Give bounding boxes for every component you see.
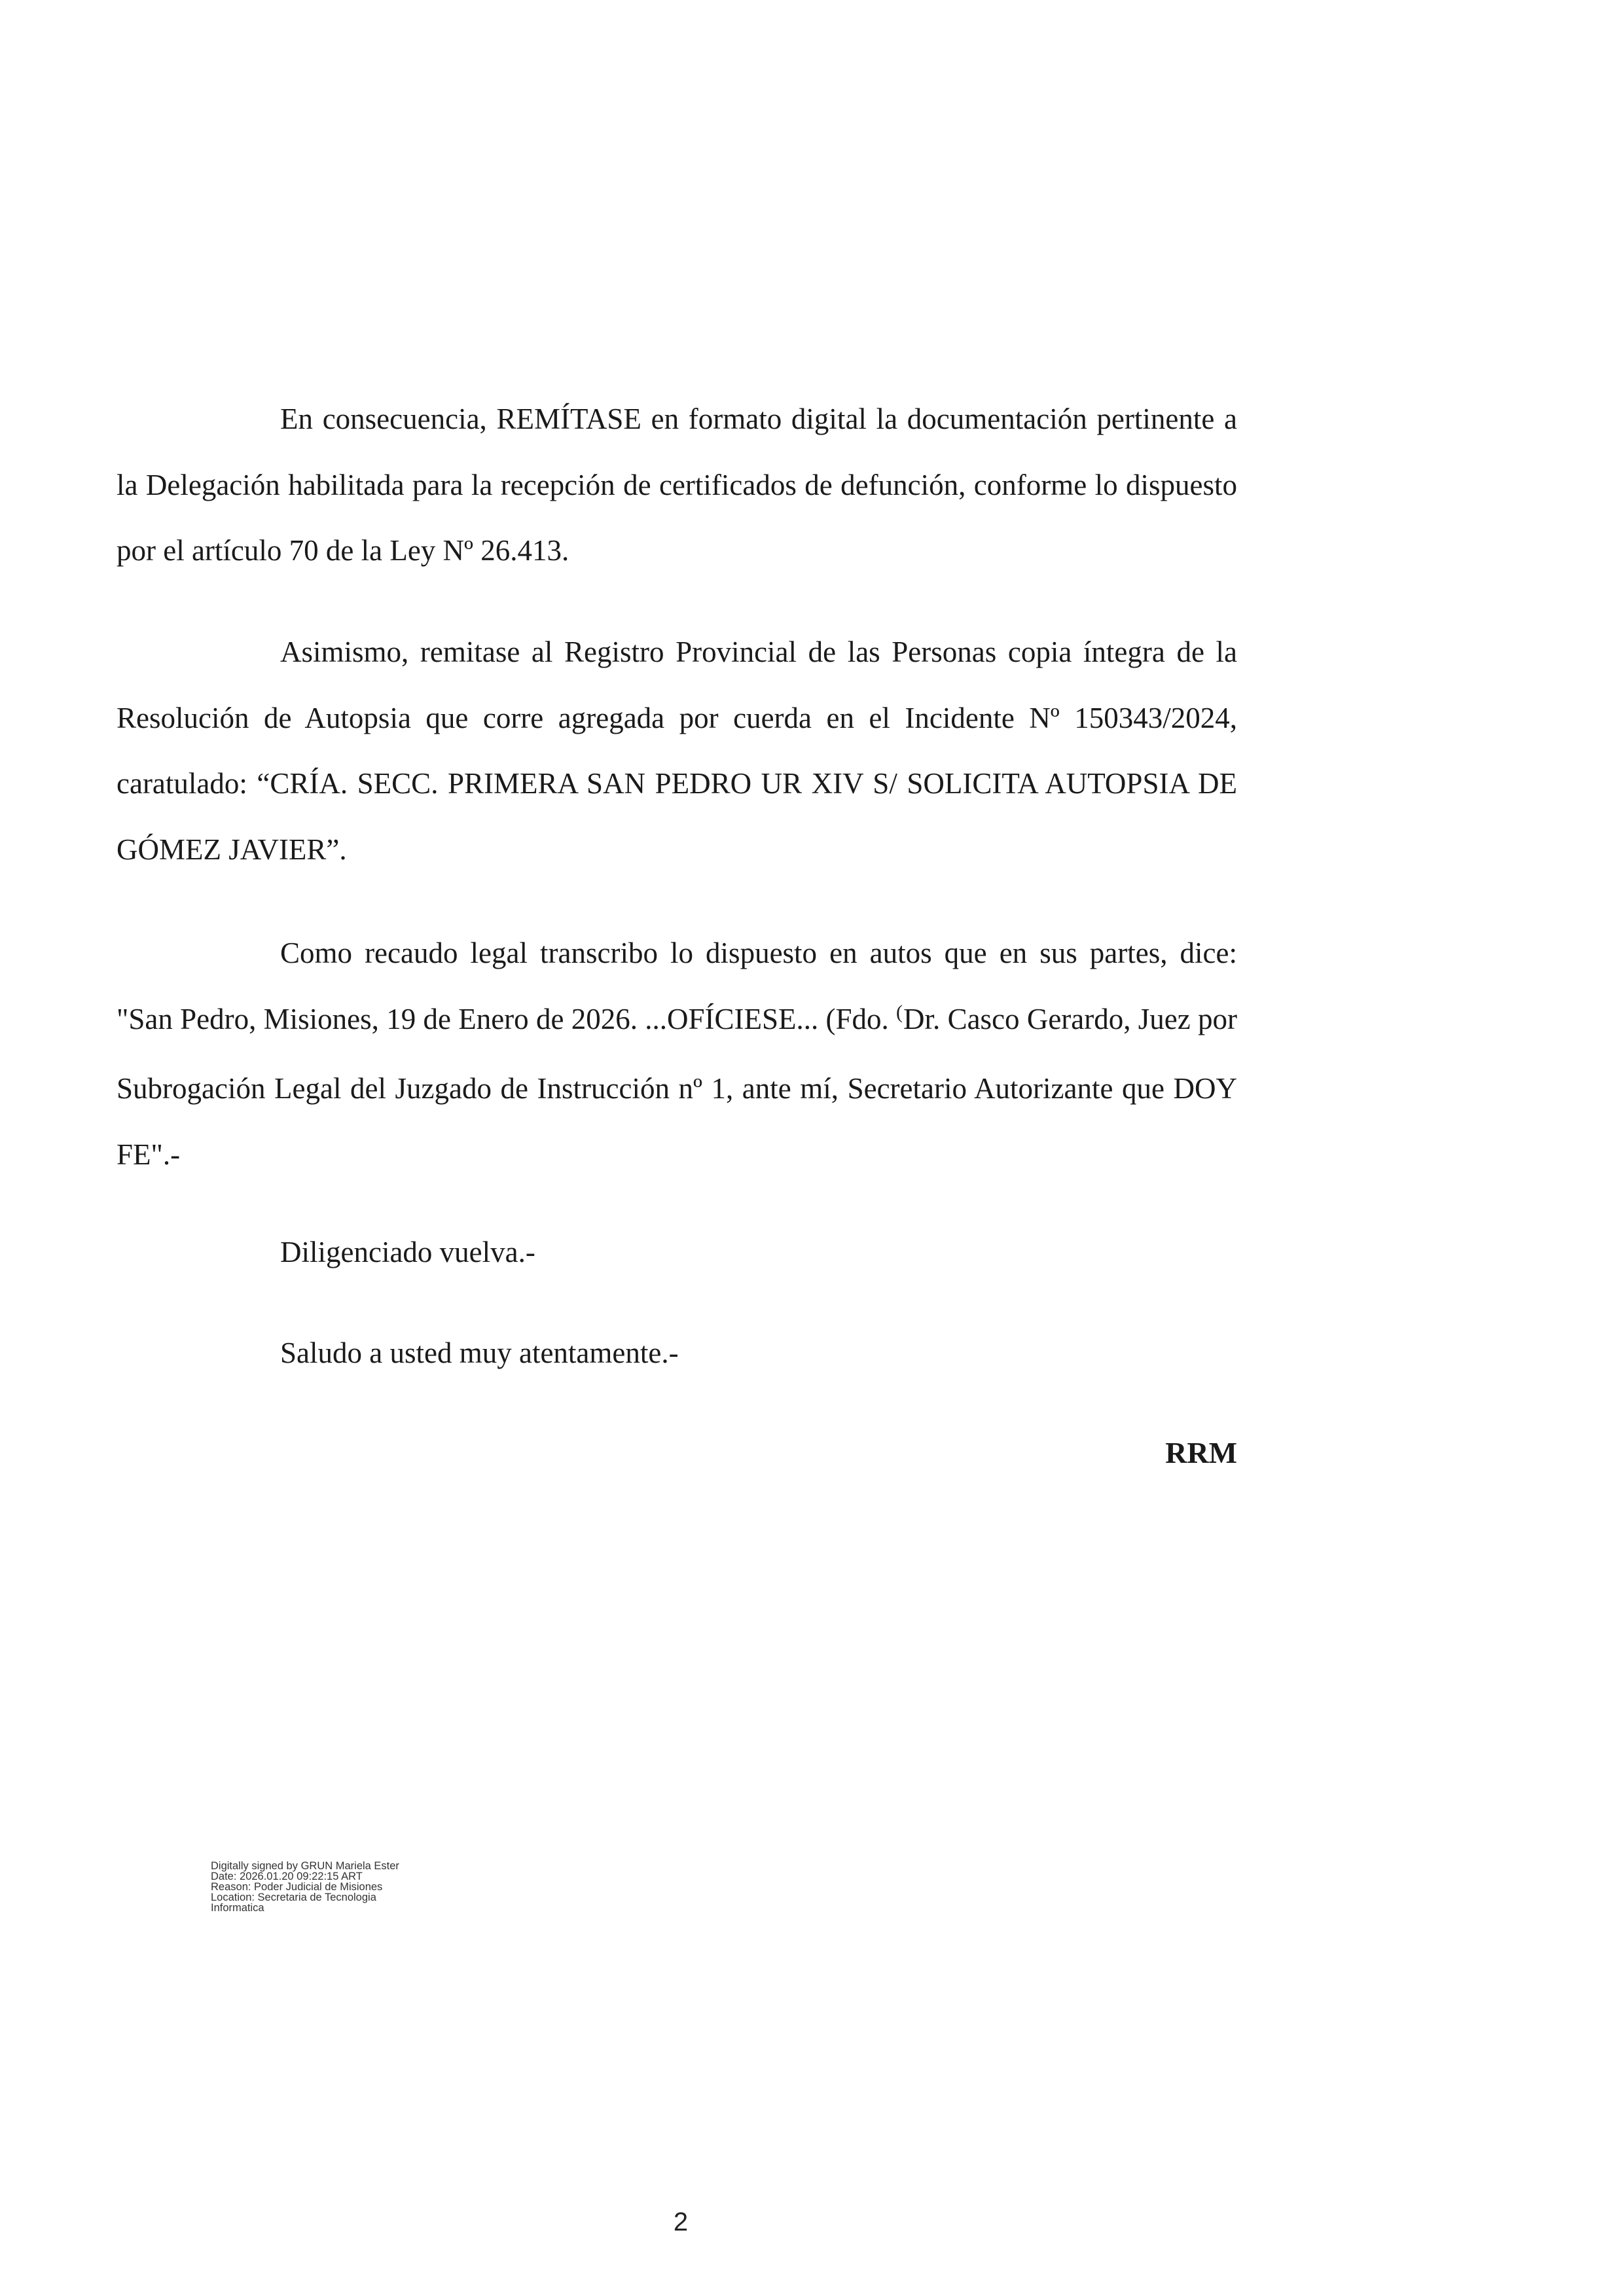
paragraph-recaudo-legal	[117, 920, 1237, 1187]
signature-reason: Reason: Poder Judicial de Misiones	[211, 1881, 383, 1893]
digital-signature-block	[211, 1861, 399, 1913]
page-number: 2	[673, 2208, 689, 2236]
superscript-parenthesis: (	[896, 1001, 903, 1023]
paragraph-recaudo-text-start: Como recaudo legal transcribo lo dispuesto en autos que en sus partes, dice: "San Pedro, Misiones, 19 de Enero de 2026. ...OFÍCIESE... (Fdo.	[117, 937, 1237, 1035]
diligence-line: Diligenciado vuelva.-	[280, 1236, 535, 1268]
paragraph-registro-provincial: Asimismo, remitase al Registro Provincial de las Personas copia íntegra de la Resolución de Autopsia que corre agregada por cuerda en el Incidente Nº 150343/2024, caratulado: “CRÍA. SECC. PRIMERA SAN PEDRO UR XIV S/ SOLICITA AUTOPSIA DE GÓMEZ JAVIER”.	[117, 636, 1237, 866]
closing-greeting: Saludo a usted muy atentamente.-	[280, 1336, 679, 1369]
signature-signed-by: Digitally signed by GRUN Mariela Ester	[211, 1860, 399, 1872]
signature-date: Date: 2026.01.20 09:22:15 ART	[211, 1871, 363, 1882]
signature-location-cont: Informatica	[211, 1902, 264, 1914]
paragraph-recaudo-text-end: Dr. Casco Gerardo, Juez por Subrogación Legal del Juzgado de Instrucción nº 1, ante mí, Secretario Autorizante que DOY FE".-	[117, 1002, 1237, 1171]
signature-location: Location: Secretaria de Tecnologia	[211, 1892, 376, 1903]
paragraph-remitase: En consecuencia, REMÍTASE en formato digital la documentación pertinente a la Delegación habilitada para la recepción de certificados de defunción, conforme lo dispuesto por el artículo 70 de la Ley Nº 26.413.	[117, 403, 1237, 567]
author-initials: RRM	[1165, 1436, 1237, 1469]
